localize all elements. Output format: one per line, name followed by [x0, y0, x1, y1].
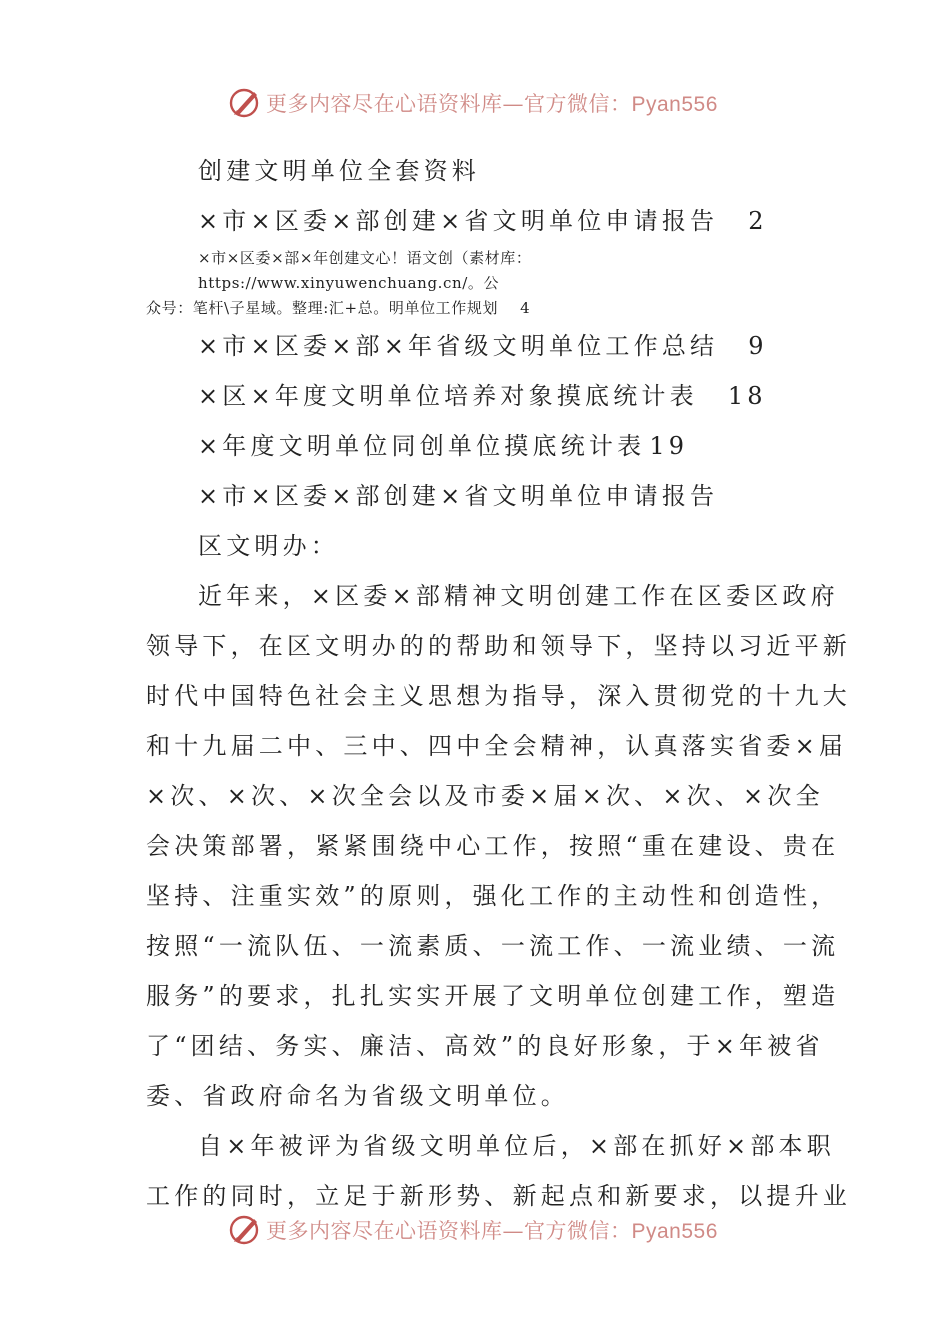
toc-item-page: 19: [649, 432, 689, 460]
wechat-id: Pyan556: [631, 93, 718, 116]
banner-text: 更多内容尽在心语资料库—官方微信：Pyan556: [266, 1219, 718, 1243]
wechat-id: Pyan556: [631, 1220, 718, 1243]
toc-item-label: ×年度文明单位同创单位摸底统计表: [198, 432, 646, 460]
salutation: 区文明办：: [198, 532, 339, 560]
toc-item[interactable]: [146, 196, 810, 246]
paragraph-line: 时代中国特色社会主义思想为指导，深入贯彻党的十九大: [146, 682, 851, 710]
pen-logo-icon: [228, 86, 262, 120]
document-body: [146, 146, 851, 1221]
paragraph-line: 和十九届二中、三中、四中全会精神，认真落实省委×届: [146, 732, 848, 760]
toc-small-entry-page: 4: [520, 299, 531, 317]
toc-item-page: 9: [748, 332, 768, 360]
toc-small-entry-line1[interactable]: ×市×区委×部×年创建文心！语文创（素材库：https://www.xinyuwenchuang.cn/。公: [198, 249, 532, 292]
banner-text: 更多内容尽在心语资料库—官方微信：Pyan556: [266, 92, 718, 116]
paragraph-line: 服务”的要求，扎扎实实开展了文明单位创建工作，塑造: [146, 982, 840, 1010]
paragraph-line: 委、省政府命名为省级文明单位。: [146, 1082, 569, 1110]
pen-logo-icon: [228, 1213, 262, 1247]
toc-item[interactable]: [146, 321, 810, 371]
header-banner: [228, 83, 718, 123]
paragraph-line: 按照“一流队伍、一流素质、一流工作、一流业绩、一流: [146, 932, 840, 960]
toc-item-label: ×区×年度文明单位培养对象摸底统计表: [198, 382, 698, 410]
paragraph-line: 领导下，在区文明办的的帮助和领导下，坚持以习近平新: [146, 632, 851, 660]
paragraph-1: [146, 571, 851, 1121]
toc-item[interactable]: [146, 421, 810, 471]
paragraph-line: 工作的同时，立足于新形势、新起点和新要求，以提升业: [146, 1182, 851, 1210]
document-heading: ×市×区委×部创建×省文明单位申请报告: [198, 482, 719, 510]
paragraph-line: 了“团结、务实、廉洁、高效”的良好形象，于×年被省: [146, 1032, 824, 1060]
toc-item-label: ×市×区委×部创建×省文明单位申请报告: [198, 207, 719, 235]
paragraph-line: 近年来，×区委×部精神文明创建工作在区委区政府: [198, 582, 839, 610]
toc-item[interactable]: [146, 371, 810, 421]
paragraph-line: 坚持、注重实效”的原则，强化工作的主动性和创造性，: [146, 882, 840, 910]
toc-small-entry-line2[interactable]: 众号：笔杆\子星域。整理:汇+总。明单位工作规划 4: [146, 299, 531, 317]
toc-item-page: 18: [727, 382, 767, 410]
footer-banner: [228, 1210, 718, 1250]
paragraph-line: ×次、×次、×次全会以及市委×届×次、×次、×次全: [146, 782, 824, 810]
paragraph-line: 自×年被评为省级文明单位后，×部在抓好×部本职: [198, 1132, 835, 1160]
paragraph-line: 会决策部署，紧紧围绕中心工作，按照“重在建设、贵在: [146, 832, 840, 860]
toc-item-page: 2: [748, 207, 768, 235]
toc-item-label: ×市×区委×部×年省级文明单位工作总结: [198, 332, 719, 360]
paragraph-2: [146, 1121, 851, 1221]
toc-title: 创建文明单位全套资料: [198, 157, 480, 185]
